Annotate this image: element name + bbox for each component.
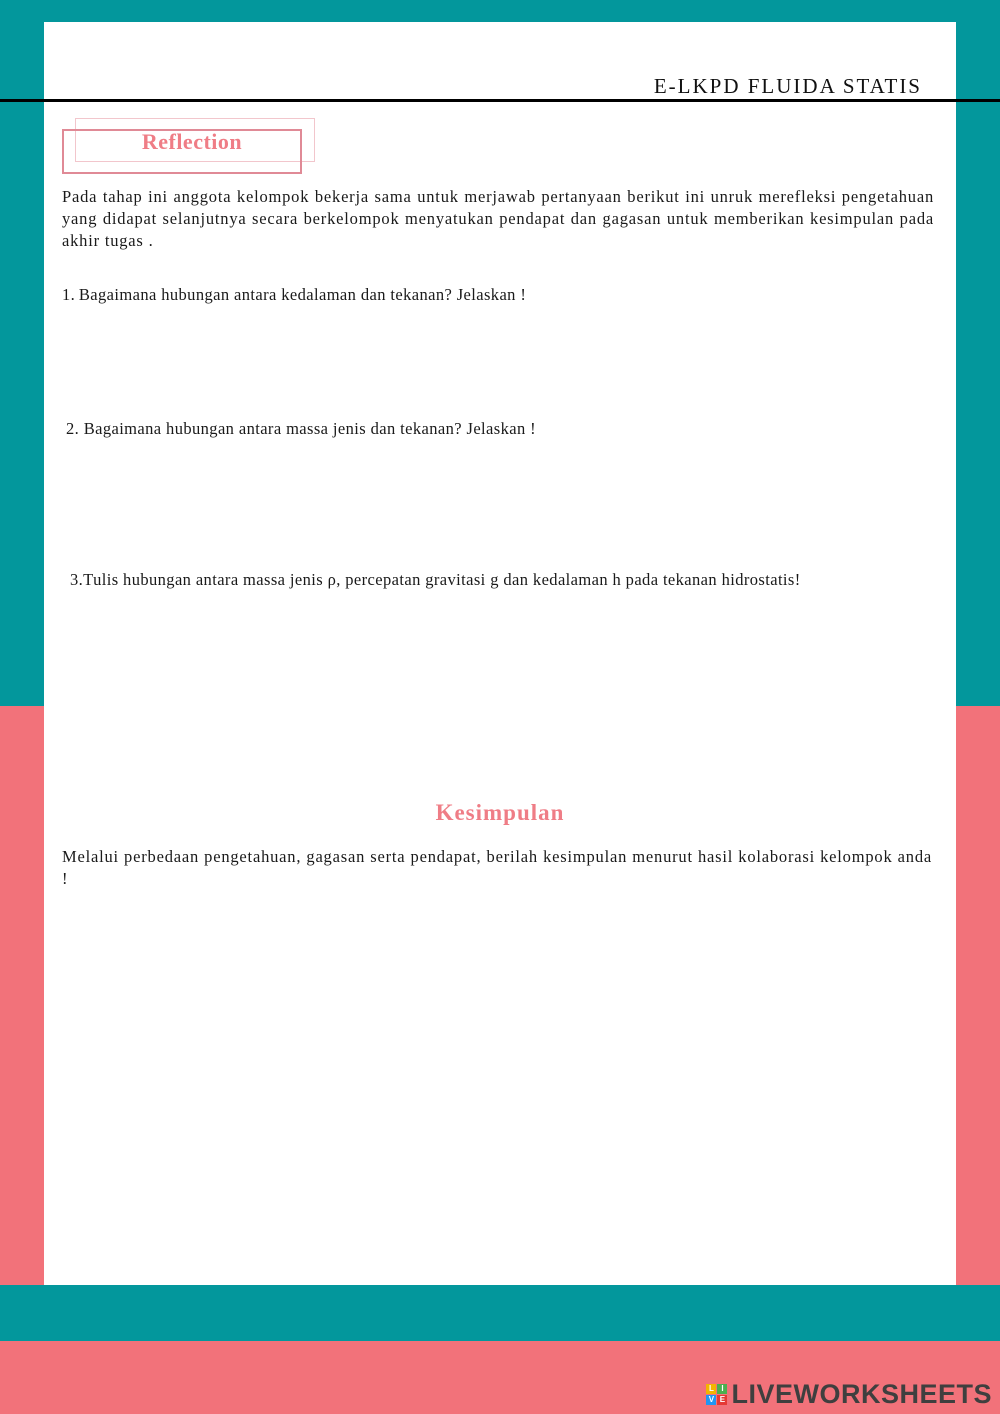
liveworksheets-mark-icon: L I V E xyxy=(706,1384,727,1405)
teal-footer-band xyxy=(0,1285,1000,1341)
liveworksheets-wordmark: LIVEWORKSHEETS xyxy=(731,1378,992,1409)
question-2: 2. Bagaimana hubungan antara massa jenis dan tekanan? Jelaskan ! xyxy=(66,419,537,438)
reflection-heading: Reflection xyxy=(141,129,243,154)
question-1: 1. Bagaimana hubungan antara kedalaman dan tekanan? Jelaskan ! xyxy=(62,285,527,304)
conclusion-heading: Kesimpulan xyxy=(435,800,565,825)
conclusion-instructions: Melalui perbedaan pengetahuan, gagasan serta pendapat, berilah kesimpulan menurut hasil kolaborasi kelompok anda ! xyxy=(62,847,932,888)
liveworksheets-logo xyxy=(706,1376,992,1412)
reflection-instructions: Pada tahap ini anggota kelompok bekerja sama untuk merjawab pertanyaan berikut ini unruk merefleksi pengetahuan yang didapat selanjutnya secara berkelompok menyatukan pendapat dan gagasan untuk memberikan kesimpulan pada akhir tugas . xyxy=(62,187,934,250)
header-divider xyxy=(0,99,1000,102)
question-3: 3.Tulis hubungan antara massa jenis ρ, percepatan gravitasi g dan kedalaman h pada tekanan hidrostatis! xyxy=(70,570,801,589)
page-title: E-LKPD FLUIDA STATIS xyxy=(653,74,922,98)
